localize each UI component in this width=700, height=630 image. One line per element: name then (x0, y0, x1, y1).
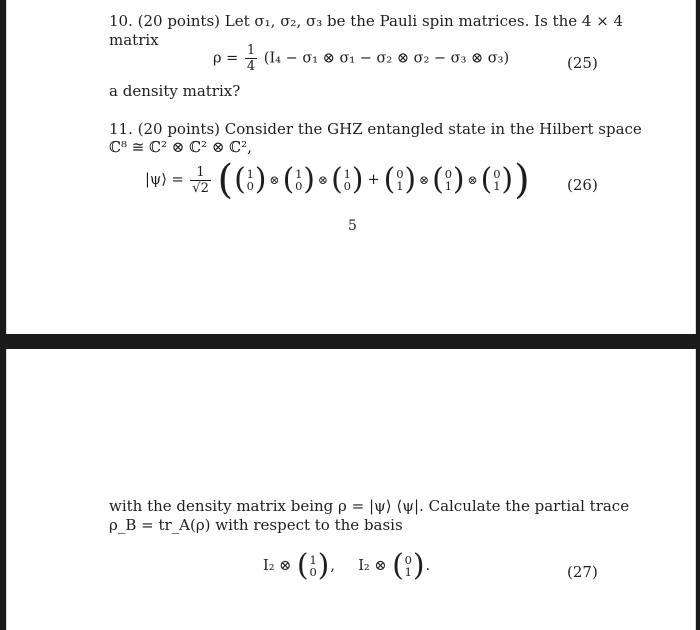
eq26-frac-den: √2 (192, 180, 209, 196)
equation-number-27: (27) (567, 563, 598, 581)
eq27-basis2-op: I₂ ⊗ (358, 558, 387, 574)
ket-vector-3: (1 0) (331, 162, 364, 197)
left-big-paren: ( (217, 157, 234, 203)
page-gap (0, 334, 700, 349)
document-page-bottom (6, 349, 696, 630)
page-number: 5 (348, 218, 357, 234)
eq25-frac-den: 4 (246, 59, 256, 74)
eq25-lhs: ρ = (213, 50, 239, 67)
eq25-frac-num: 1 (246, 43, 256, 58)
document-page-top (6, 0, 696, 334)
equation-26 (145, 157, 530, 203)
equation-number-26: (26) (567, 176, 598, 194)
continuation-text-line1: with the density matrix being ρ = |ψ⟩ ⟨ψ|. Calculate the partial trace (109, 497, 630, 515)
ket-vector-5: (0 1) (432, 162, 465, 197)
basis-vector-1: (1 0) (296, 548, 330, 583)
ket-vector-4: (0 1) (383, 162, 417, 197)
tensor-symbol: ⊗ (467, 173, 478, 187)
equation-27 (263, 548, 431, 583)
eq27-basis1-op: I₂ ⊗ (263, 558, 292, 574)
eq27-end: . (425, 558, 431, 574)
equation-25 (213, 44, 509, 73)
eq25-fraction (245, 44, 257, 73)
tensor-symbol: ⊗ (269, 173, 280, 187)
tensor-symbol: ⊗ (318, 173, 329, 187)
right-big-paren: ) (514, 157, 530, 203)
eq26-lhs: |ψ⟩ = (145, 172, 184, 188)
eq25-rhs: (I₄ − σ₁ ⊗ σ₁ − σ₂ ⊗ σ₂ − σ₃ ⊗ σ₃) (263, 50, 510, 67)
ket-vector-6: (0 1) (480, 162, 514, 197)
problem-11-text-line2: ℂ⁸ ≅ ℂ² ⊗ ℂ² ⊗ ℂ², (109, 138, 252, 156)
eq26-frac-num: 1 (190, 166, 211, 181)
ket-vector-2: (1 0) (282, 162, 315, 197)
eq26-fraction (190, 166, 211, 195)
continuation-text-line2: ρ_B = tr_A(ρ) with respect to the basis (109, 516, 403, 534)
tensor-symbol: ⊗ (419, 173, 430, 187)
eq27-separator: , (330, 558, 335, 574)
plus-symbol: + (367, 172, 380, 188)
problem-11-text-line1: 11. (20 points) Consider the GHZ entangled state in the Hilbert space (109, 120, 642, 138)
problem-10-text-line2: matrix (109, 31, 159, 49)
problem-10-text-line1: 10. (20 points) Let σ₁, σ₂, σ₃ be the Pauli spin matrices. Is the 4 × 4 (109, 12, 624, 30)
equation-number-25: (25) (567, 54, 598, 72)
problem-10-text-line3: a density matrix? (109, 82, 241, 100)
ket-vector-1: (1 0) (234, 162, 267, 197)
basis-vector-2: (0 1) (392, 548, 425, 583)
